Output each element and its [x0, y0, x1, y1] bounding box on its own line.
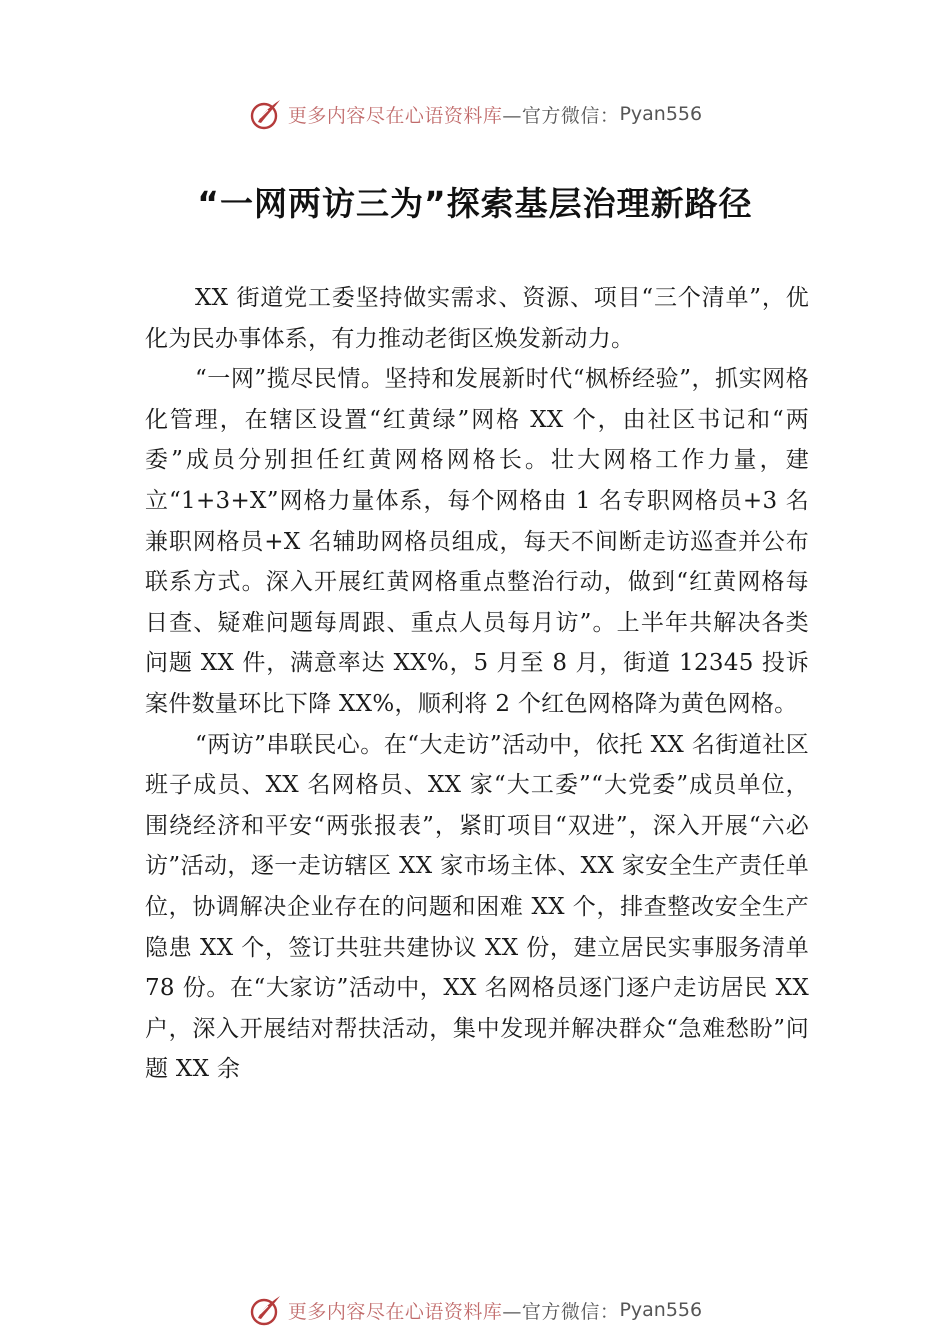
- document-body: [145, 278, 809, 1090]
- watermark-right: 官方微信：: [521, 1300, 620, 1323]
- header-watermark: [0, 92, 950, 136]
- watermark-left: 更多内容尽在心语资料库: [287, 104, 503, 127]
- quill-seal-icon: [248, 1292, 284, 1328]
- paragraph-intro: XX 街道党工委坚持做实需求、资源、项目“三个清单”，优化为民办事体系，有力推动老街区焕发新动力。: [145, 285, 809, 352]
- paragraph-two-visits: “两访”串联民心。在“大走访”活动中，依托 XX 名街道社区班子成员、XX 名网格员、XX 家“大工委”“大党委”成员单位，围绕经济和平安“两张报表”，紧盯项目“双进”，深入开展“六必访”活动，逐一走访辖区 XX 家市场主体、XX 家安全生产责任单位，协调解决企业存在的问题和困难 XX 个，排查整改安全生产隐患 XX 个，签订共驻共建协议 XX 份，建立居民实事服务清单 78 份。在“大家访”活动中，XX 名网格员逐门逐户走访居民 XX 户，深入开展结对帮扶活动，集中发现并解决群众“急难愁盼”问题 XX 余: [145, 731, 809, 1083]
- watermark-text: [288, 101, 620, 128]
- watermark-text: [288, 1297, 620, 1324]
- watermark-account: Pyan556: [619, 103, 703, 125]
- watermark-account: Pyan556: [619, 1299, 703, 1321]
- paragraph-one-network: “一网”揽尽民情。坚持和发展新时代“枫桥经验”，抓实网格化管理，在辖区设置“红黄绿”网格 XX 个，由社区书记和“两委”成员分别担任红黄网格网格长。壮大网格工作力量，建立“1+3+X”网格力量体系，每个网格由 1 名专职网格员+3 名兼职网格员+X 名辅助网格员组成，每天不间断走访巡查并公布联系方式。深入开展红黄网格重点整治行动，做到“红黄网格每日查、疑难问题每周跟、重点人员每月访”。上半年共解决各类问题 XX 件，满意率达 XX%，5 月至 8 月，街道 12345 投诉案件数量环比下降 XX%，顺利将 2 个红色网格降为黄色网格。: [145, 366, 809, 717]
- watermark-dash: —: [502, 104, 522, 127]
- watermark-dash: —: [502, 1300, 522, 1323]
- document-title: “一网两访三为”探索基层治理新路径: [197, 184, 753, 223]
- footer-watermark: [0, 1288, 950, 1332]
- watermark-right: 官方微信：: [521, 104, 620, 127]
- watermark-left: 更多内容尽在心语资料库: [287, 1300, 503, 1323]
- quill-seal-icon: [248, 96, 284, 132]
